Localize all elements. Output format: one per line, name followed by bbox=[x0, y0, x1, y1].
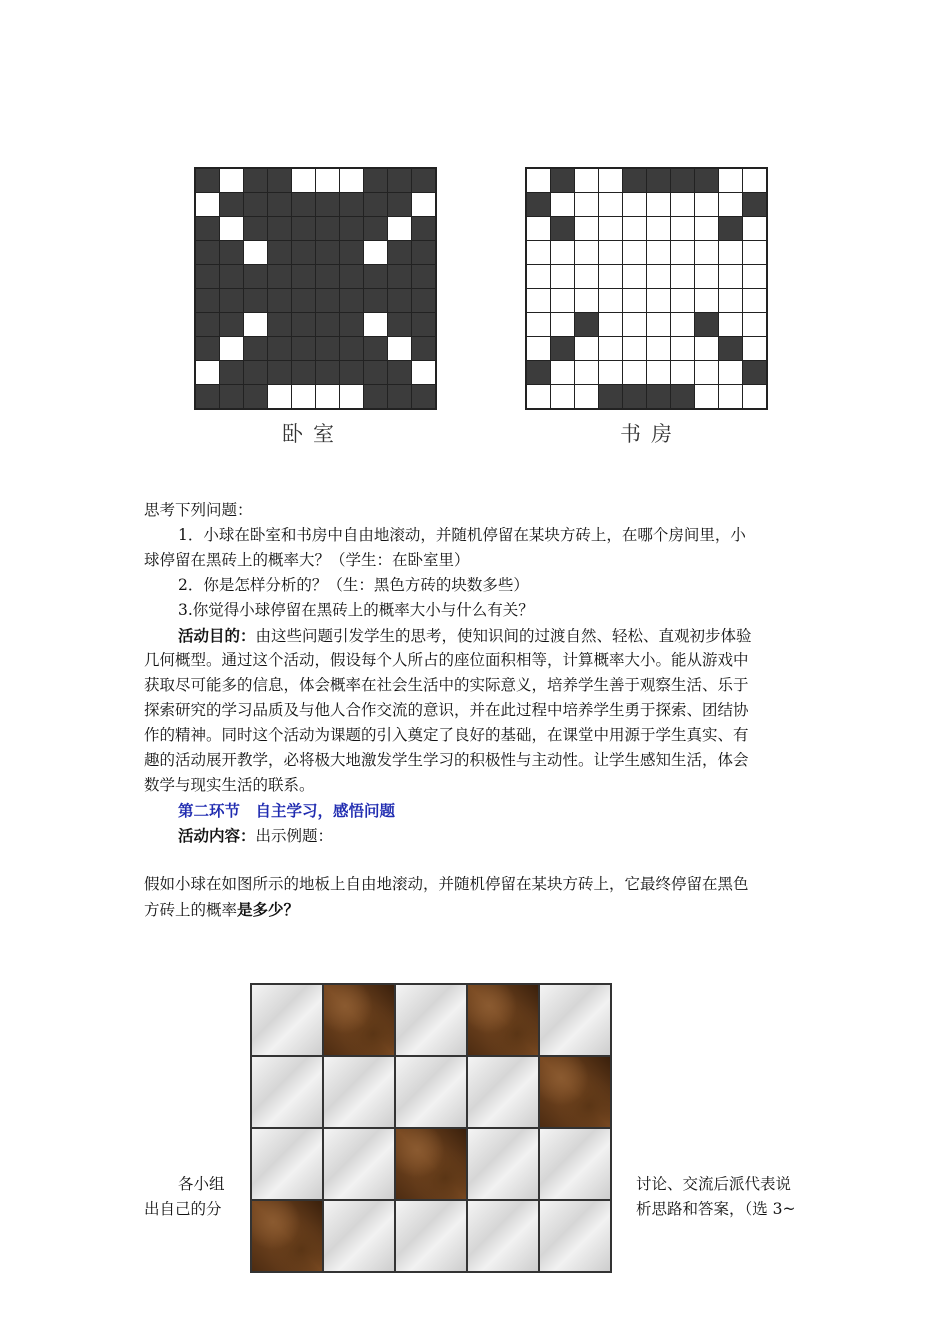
black-tile bbox=[340, 289, 363, 312]
white-tile bbox=[340, 169, 363, 192]
black-tile bbox=[268, 193, 291, 216]
dark-marble-tile bbox=[251, 1200, 323, 1272]
white-tile bbox=[695, 337, 718, 360]
white-tile bbox=[671, 289, 694, 312]
white-tile bbox=[527, 385, 550, 408]
white-tile bbox=[719, 289, 742, 312]
black-tile bbox=[412, 265, 435, 288]
black-tile bbox=[527, 361, 550, 384]
black-tile bbox=[671, 169, 694, 192]
black-tile bbox=[292, 217, 315, 240]
white-tile bbox=[412, 361, 435, 384]
black-tile bbox=[316, 361, 339, 384]
black-tile bbox=[412, 289, 435, 312]
black-tile bbox=[316, 313, 339, 336]
white-marble-tile bbox=[395, 1056, 467, 1128]
black-tile bbox=[196, 289, 219, 312]
purpose-line-2: 几何概型。通过这个活动，假设每个人所占的座位面积相等，计算概率大小。能从游戏中 bbox=[144, 651, 749, 669]
black-tile bbox=[364, 361, 387, 384]
black-tile bbox=[388, 193, 411, 216]
black-tile bbox=[220, 385, 243, 408]
white-tile bbox=[671, 361, 694, 384]
white-tile bbox=[695, 361, 718, 384]
white-tile bbox=[220, 169, 243, 192]
white-marble-tile bbox=[467, 1128, 539, 1200]
white-tile bbox=[647, 265, 670, 288]
black-tile bbox=[388, 361, 411, 384]
question-2: 2．你是怎样分析的？（生：黑色方砖的块数多些） bbox=[178, 576, 529, 594]
black-tile bbox=[268, 241, 291, 264]
black-tile bbox=[268, 265, 291, 288]
black-tile bbox=[527, 193, 550, 216]
white-tile bbox=[599, 337, 622, 360]
white-marble-tile bbox=[251, 984, 323, 1056]
black-tile bbox=[220, 313, 243, 336]
white-tile bbox=[599, 217, 622, 240]
black-tile bbox=[695, 169, 718, 192]
white-tile bbox=[551, 361, 574, 384]
white-marble-tile bbox=[539, 1128, 611, 1200]
purpose-line-6: 趣的活动展开教学，必将极大地激发学生学习的积极性与主动性。让学生感知生活，体会 bbox=[144, 751, 749, 769]
black-tile bbox=[196, 385, 219, 408]
black-tile bbox=[196, 241, 219, 264]
white-tile bbox=[623, 265, 646, 288]
white-tile bbox=[527, 169, 550, 192]
black-tile bbox=[743, 193, 766, 216]
black-tile bbox=[196, 265, 219, 288]
purpose-line-7: 数学与现实生活的联系。 bbox=[144, 776, 315, 794]
content-value: 出示例题： bbox=[255, 827, 334, 845]
left-fragment-1: 各小组 bbox=[178, 1175, 225, 1193]
white-tile bbox=[695, 265, 718, 288]
white-marble-tile bbox=[323, 1056, 395, 1128]
white-tile bbox=[575, 241, 598, 264]
white-marble-tile bbox=[323, 1200, 395, 1272]
black-tile bbox=[623, 385, 646, 408]
purpose-line-3: 获取尽可能多的信息，体会概率在社会生活中的实际意义，培养学生善于观察生活、乐于 bbox=[144, 676, 749, 694]
white-tile bbox=[575, 337, 598, 360]
white-tile bbox=[743, 289, 766, 312]
white-tile bbox=[719, 193, 742, 216]
black-tile bbox=[340, 193, 363, 216]
black-tile bbox=[388, 289, 411, 312]
white-tile bbox=[551, 265, 574, 288]
white-tile bbox=[244, 241, 267, 264]
black-tile bbox=[268, 217, 291, 240]
black-tile bbox=[316, 289, 339, 312]
purpose-line-4: 探索研究的学习品质及与他人合作交流的意识，并在此过程中培养学生勇于探索、团结协 bbox=[144, 701, 749, 719]
black-tile bbox=[719, 337, 742, 360]
bedroom-floor-grid bbox=[194, 167, 437, 410]
dark-marble-tile bbox=[539, 1056, 611, 1128]
white-tile bbox=[340, 385, 363, 408]
white-tile bbox=[599, 169, 622, 192]
black-tile bbox=[268, 289, 291, 312]
white-tile bbox=[719, 169, 742, 192]
study-caption: 书房 bbox=[620, 422, 682, 446]
white-tile bbox=[575, 385, 598, 408]
black-tile bbox=[220, 361, 243, 384]
black-tile bbox=[388, 385, 411, 408]
white-tile bbox=[527, 337, 550, 360]
black-tile bbox=[412, 169, 435, 192]
black-tile bbox=[695, 313, 718, 336]
black-tile bbox=[551, 337, 574, 360]
black-tile bbox=[412, 337, 435, 360]
right-fragment-2: 析思路和答案，（选 3~ bbox=[636, 1200, 796, 1218]
white-tile bbox=[364, 241, 387, 264]
black-tile bbox=[244, 361, 267, 384]
purpose-label: 活动目的： bbox=[178, 626, 256, 645]
white-tile bbox=[719, 385, 742, 408]
white-tile bbox=[647, 217, 670, 240]
white-tile bbox=[647, 313, 670, 336]
white-tile bbox=[647, 289, 670, 312]
black-tile bbox=[292, 313, 315, 336]
white-tile bbox=[551, 193, 574, 216]
white-marble-tile bbox=[467, 1200, 539, 1272]
black-tile bbox=[244, 385, 267, 408]
white-tile bbox=[719, 313, 742, 336]
white-tile bbox=[388, 337, 411, 360]
white-tile bbox=[316, 385, 339, 408]
white-tile bbox=[599, 265, 622, 288]
white-tile bbox=[743, 217, 766, 240]
white-tile bbox=[527, 241, 550, 264]
white-tile bbox=[623, 289, 646, 312]
black-tile bbox=[220, 265, 243, 288]
white-tile bbox=[623, 313, 646, 336]
black-tile bbox=[244, 289, 267, 312]
white-tile bbox=[719, 241, 742, 264]
left-fragment-2: 出自己的分 bbox=[144, 1200, 222, 1218]
black-tile bbox=[364, 193, 387, 216]
black-tile bbox=[412, 385, 435, 408]
black-tile bbox=[196, 169, 219, 192]
black-tile bbox=[364, 337, 387, 360]
black-tile bbox=[671, 385, 694, 408]
purpose-line-5: 作的精神。同时这个活动为课题的引入奠定了良好的基础，在课堂中用源于学生真实、有 bbox=[144, 726, 749, 744]
white-tile bbox=[575, 193, 598, 216]
black-tile bbox=[268, 169, 291, 192]
white-tile bbox=[575, 289, 598, 312]
white-tile bbox=[388, 217, 411, 240]
black-tile bbox=[647, 385, 670, 408]
black-tile bbox=[316, 241, 339, 264]
black-tile bbox=[268, 313, 291, 336]
white-marble-tile bbox=[539, 1200, 611, 1272]
white-tile bbox=[623, 361, 646, 384]
white-tile bbox=[551, 241, 574, 264]
black-tile bbox=[316, 337, 339, 360]
white-marble-tile bbox=[539, 984, 611, 1056]
black-tile bbox=[340, 313, 363, 336]
white-tile bbox=[647, 241, 670, 264]
example-line-2 bbox=[144, 897, 299, 923]
black-tile bbox=[244, 337, 267, 360]
white-tile bbox=[623, 337, 646, 360]
white-tile bbox=[671, 313, 694, 336]
black-tile bbox=[340, 337, 363, 360]
white-tile bbox=[575, 265, 598, 288]
white-tile bbox=[575, 169, 598, 192]
black-tile bbox=[196, 313, 219, 336]
black-tile bbox=[292, 241, 315, 264]
black-tile bbox=[647, 169, 670, 192]
white-tile bbox=[527, 313, 550, 336]
black-tile bbox=[388, 313, 411, 336]
black-tile bbox=[388, 169, 411, 192]
black-tile bbox=[316, 193, 339, 216]
dark-marble-tile bbox=[323, 984, 395, 1056]
white-tile bbox=[647, 193, 670, 216]
dark-marble-tile bbox=[467, 984, 539, 1056]
activity-content bbox=[178, 823, 333, 849]
white-marble-tile bbox=[467, 1056, 539, 1128]
black-tile bbox=[575, 313, 598, 336]
white-tile bbox=[599, 361, 622, 384]
bedroom-caption: 卧室 bbox=[282, 422, 344, 446]
white-tile bbox=[412, 193, 435, 216]
white-tile bbox=[599, 193, 622, 216]
white-tile bbox=[671, 193, 694, 216]
black-tile bbox=[316, 217, 339, 240]
black-tile bbox=[364, 217, 387, 240]
white-marble-tile bbox=[251, 1056, 323, 1128]
black-tile bbox=[340, 361, 363, 384]
intro-text: 思考下列问题： bbox=[144, 501, 253, 519]
white-tile bbox=[647, 337, 670, 360]
black-tile bbox=[244, 217, 267, 240]
white-tile bbox=[743, 265, 766, 288]
white-tile bbox=[292, 169, 315, 192]
white-tile bbox=[743, 385, 766, 408]
black-tile bbox=[388, 241, 411, 264]
question-3: 3.你觉得小球停留在黑砖上的概率大小与什么有关？ bbox=[178, 601, 534, 619]
black-tile bbox=[220, 289, 243, 312]
white-tile bbox=[244, 313, 267, 336]
black-tile bbox=[364, 169, 387, 192]
white-tile bbox=[599, 241, 622, 264]
black-tile bbox=[244, 265, 267, 288]
content-label: 活动内容： bbox=[178, 826, 256, 845]
black-tile bbox=[743, 361, 766, 384]
white-tile bbox=[527, 289, 550, 312]
black-tile bbox=[292, 289, 315, 312]
white-tile bbox=[671, 265, 694, 288]
white-tile bbox=[599, 313, 622, 336]
white-tile bbox=[743, 169, 766, 192]
white-tile bbox=[695, 193, 718, 216]
white-marble-tile bbox=[395, 984, 467, 1056]
white-tile bbox=[719, 361, 742, 384]
question-1-line-1: 1．小球在卧室和书房中自由地滚动，并随机停留在某块方砖上，在哪个房间里，小 bbox=[178, 526, 746, 544]
white-tile bbox=[671, 217, 694, 240]
white-marble-tile bbox=[251, 1128, 323, 1200]
purpose-text: 由这些问题引发学生的思考，使知识间的过渡自然、轻松、直观初步体验 bbox=[255, 627, 752, 645]
white-tile bbox=[575, 361, 598, 384]
example-question: 是多少？ bbox=[237, 900, 300, 919]
black-tile bbox=[412, 241, 435, 264]
white-tile bbox=[292, 385, 315, 408]
white-tile bbox=[671, 241, 694, 264]
white-tile bbox=[743, 241, 766, 264]
black-tile bbox=[268, 361, 291, 384]
black-tile bbox=[268, 337, 291, 360]
black-tile bbox=[292, 265, 315, 288]
black-tile bbox=[623, 169, 646, 192]
black-tile bbox=[340, 217, 363, 240]
white-tile bbox=[695, 289, 718, 312]
black-tile bbox=[292, 337, 315, 360]
white-tile bbox=[671, 337, 694, 360]
black-tile bbox=[196, 217, 219, 240]
white-tile bbox=[196, 361, 219, 384]
dark-marble-tile bbox=[395, 1128, 467, 1200]
black-tile bbox=[292, 361, 315, 384]
black-tile bbox=[412, 217, 435, 240]
study-floor-grid bbox=[525, 167, 768, 410]
tile-floor-figure bbox=[250, 983, 612, 1273]
white-tile bbox=[575, 217, 598, 240]
right-fragment-1: 讨论、交流后派代表说 bbox=[636, 1175, 792, 1193]
black-tile bbox=[388, 265, 411, 288]
white-tile bbox=[743, 313, 766, 336]
black-tile bbox=[292, 193, 315, 216]
white-tile bbox=[196, 193, 219, 216]
white-tile bbox=[268, 385, 291, 408]
black-tile bbox=[340, 241, 363, 264]
black-tile bbox=[364, 385, 387, 408]
white-tile bbox=[623, 241, 646, 264]
white-tile bbox=[623, 193, 646, 216]
question-1-line-2: 球停留在黑砖上的概率大？（学生：在卧室里） bbox=[144, 551, 470, 569]
white-tile bbox=[695, 241, 718, 264]
white-tile bbox=[623, 217, 646, 240]
section-heading: 第二环节 自主学习，感悟问题 bbox=[178, 801, 396, 820]
white-tile bbox=[527, 265, 550, 288]
purpose-line-1 bbox=[178, 623, 752, 649]
black-tile bbox=[244, 169, 267, 192]
white-marble-tile bbox=[323, 1128, 395, 1200]
example-line-1: 假如小球在如图所示的地板上自由地滚动，并随机停留在某块方砖上，它最终停留在黑色 bbox=[144, 875, 749, 893]
black-tile bbox=[412, 313, 435, 336]
black-tile bbox=[196, 337, 219, 360]
black-tile bbox=[220, 193, 243, 216]
black-tile bbox=[551, 169, 574, 192]
white-tile bbox=[647, 361, 670, 384]
black-tile bbox=[599, 385, 622, 408]
white-tile bbox=[527, 217, 550, 240]
black-tile bbox=[719, 217, 742, 240]
white-tile bbox=[599, 289, 622, 312]
white-tile bbox=[719, 265, 742, 288]
black-tile bbox=[364, 289, 387, 312]
black-tile bbox=[220, 241, 243, 264]
white-tile bbox=[364, 313, 387, 336]
example-line-2-text: 方砖上的概率 bbox=[144, 901, 238, 919]
white-tile bbox=[220, 337, 243, 360]
black-tile bbox=[551, 217, 574, 240]
white-tile bbox=[551, 289, 574, 312]
white-tile bbox=[695, 385, 718, 408]
black-tile bbox=[340, 265, 363, 288]
black-tile bbox=[364, 265, 387, 288]
black-tile bbox=[244, 193, 267, 216]
white-tile bbox=[316, 169, 339, 192]
white-tile bbox=[220, 217, 243, 240]
white-marble-tile bbox=[395, 1200, 467, 1272]
white-tile bbox=[743, 337, 766, 360]
white-tile bbox=[695, 217, 718, 240]
white-tile bbox=[551, 385, 574, 408]
white-tile bbox=[551, 313, 574, 336]
black-tile bbox=[316, 265, 339, 288]
